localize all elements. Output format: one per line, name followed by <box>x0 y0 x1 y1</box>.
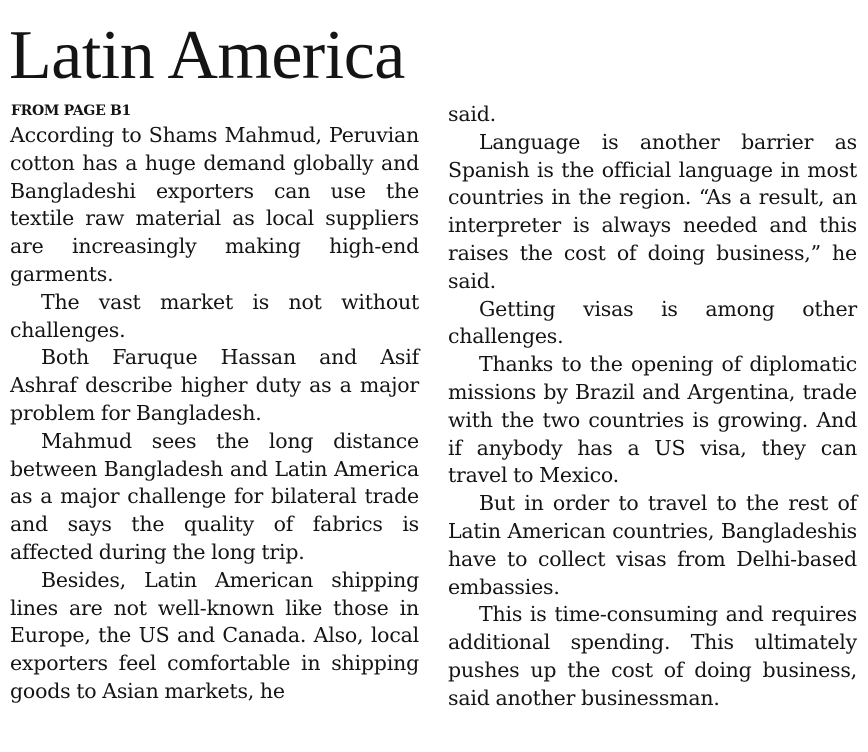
paragraph: Mahmud sees the long distance between Bangladesh and Latin America as a major challenge for bilateral trade and says the quality of fabrics is affected during the long trip. <box>10 428 419 564</box>
continuation-kicker: FROM PAGE B1 <box>11 103 131 119</box>
paragraph: Getting visas is among other challenges. <box>448 296 857 349</box>
article-column-right <box>448 101 857 713</box>
paragraph: said. <box>448 102 496 126</box>
paragraph: But in order to travel to the rest of Latin American countries, Bangladeshis have to collect visas from Delhi-based embassies. <box>448 491 857 599</box>
paragraph: Language is another barrier as Spanish is the official language in most countries in the region. “As a result, an interpreter is always needed and this raises the cost of doing business,” he said. <box>448 129 857 293</box>
article-column-left <box>10 122 419 706</box>
paragraph: The vast market is not without challenges. <box>10 289 419 342</box>
paragraph: Thanks to the opening of diplomatic missions by Brazil and Argentina, trade with the two countries is growing. And if anybody has a US visa, they can travel to Mexico. <box>448 352 857 488</box>
paragraph: Besides, Latin American shipping lines are not well-known like those in Europe, the US and Canada. Also, local exporters feel comfortable in shipping goods to Asian markets, he <box>10 567 419 703</box>
paragraph: This is time-consuming and requires additional spending. This ultimately pushes up the cost of doing business, said another businessman. <box>448 602 857 710</box>
headline: Latin America <box>9 17 405 94</box>
paragraph: Both Faruque Hassan and Asif Ashraf describe higher duty as a major problem for Bangladesh. <box>10 345 419 425</box>
paragraph: According to Shams Mahmud, Peruvian cotton has a huge demand globally and Bangladeshi exporters can use the textile raw material as local suppliers are increasingly making high-end garments. <box>10 123 419 286</box>
